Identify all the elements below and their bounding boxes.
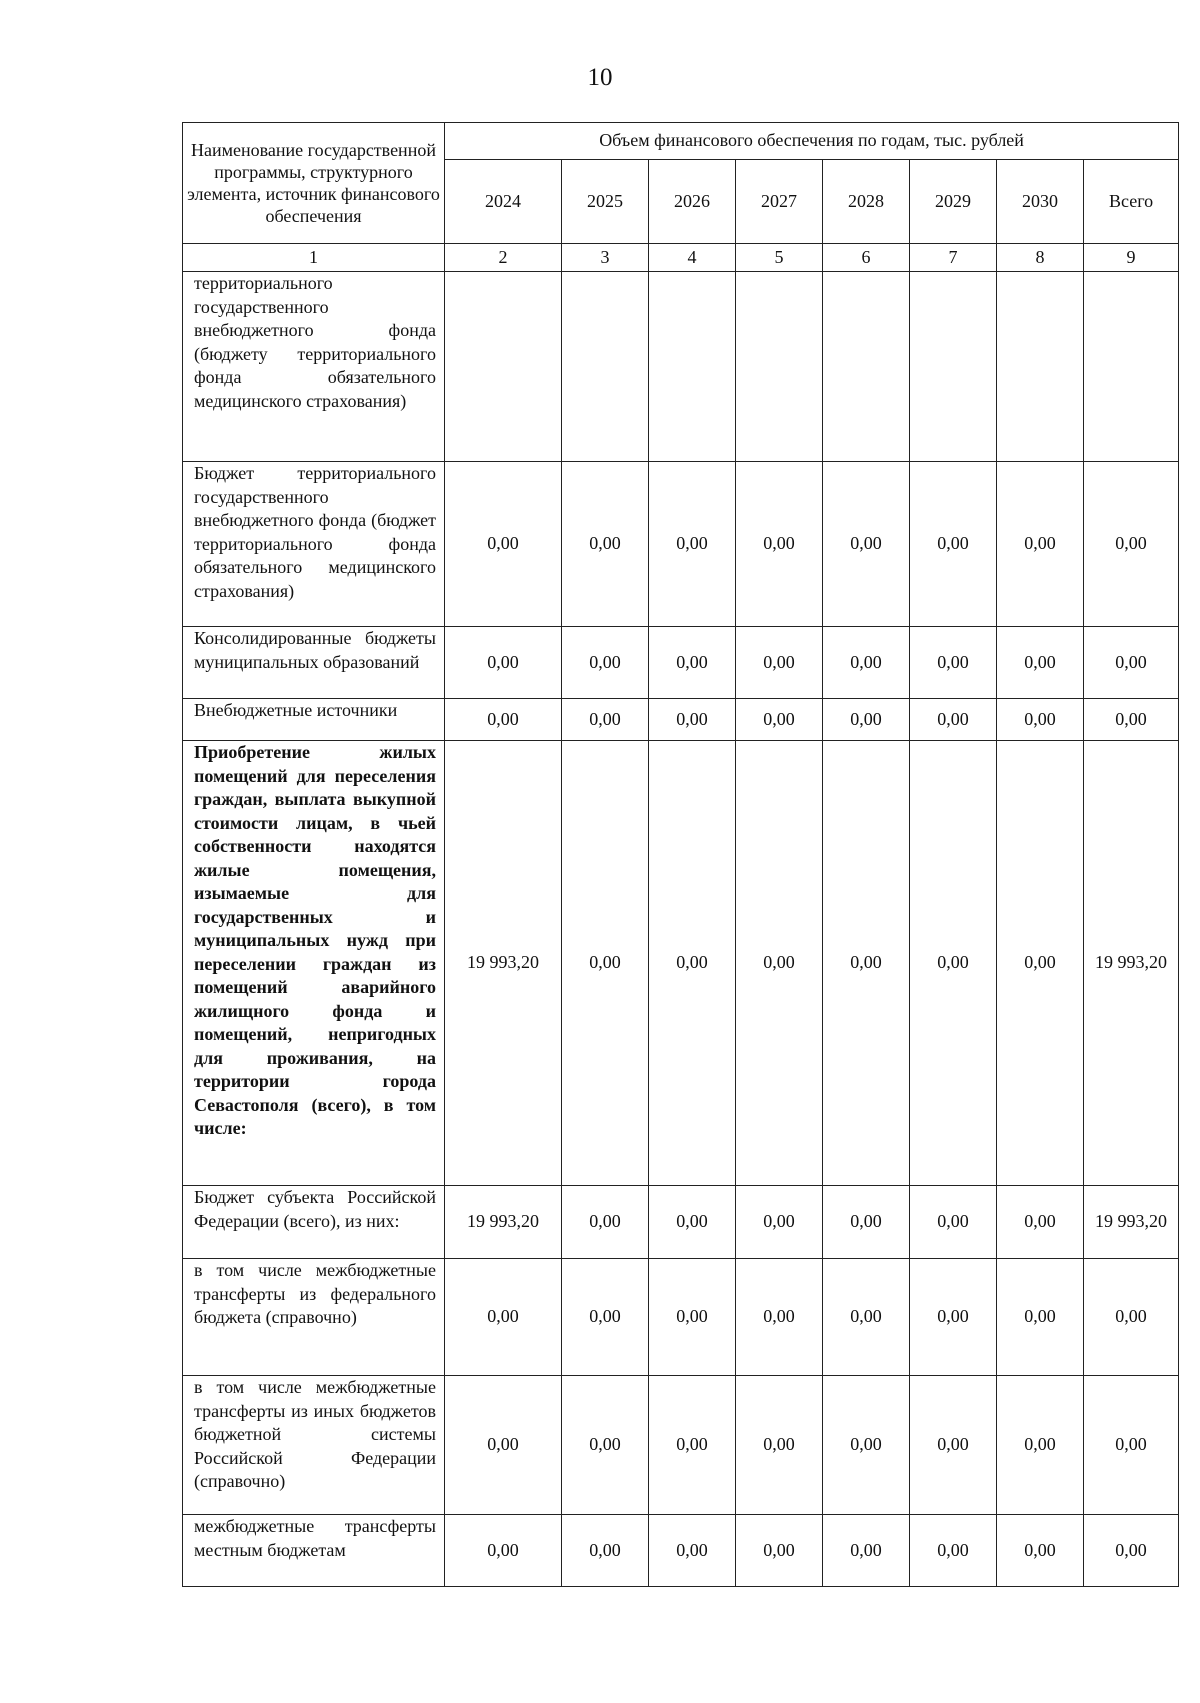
- value-cell: 0,00: [910, 741, 997, 1186]
- table-row: [183, 627, 1179, 699]
- row-label: Приобретение жилых помещений для переселения граждан, выплата выкупной стоимости лицам, в чьей собственности находятся жилые помещения, изымаемые для государственных и муниципальных нужд при переселении граждан из помещений аварийного жилищного фонда и помещений, непригодных для проживания, на территории города Севастополя (всего), в том числе:: [183, 741, 445, 1186]
- value-cell: [997, 272, 1084, 462]
- table-row: [183, 272, 1179, 462]
- column-number: 6: [823, 244, 910, 272]
- row-label: в том числе межбюджетные трансферты из федерального бюджета (справочно): [183, 1259, 445, 1376]
- value-cell: 0,00: [445, 699, 562, 741]
- value-cell: 0,00: [445, 462, 562, 627]
- total-cell: [1084, 1186, 1179, 1259]
- value-cell: 0,00: [736, 699, 823, 741]
- column-number: 2: [445, 244, 562, 272]
- header-year: 2026: [649, 160, 736, 244]
- total-cell: [1084, 272, 1179, 462]
- header-year: 2024: [445, 160, 562, 244]
- value-cell: 0,00: [823, 1259, 910, 1376]
- value-cell: 0,00: [736, 1259, 823, 1376]
- value-cell: 0,00: [910, 462, 997, 627]
- value-cell: 0,00: [997, 627, 1084, 699]
- total-value: 0,00: [1115, 1434, 1147, 1455]
- value-cell: 0,00: [823, 741, 910, 1186]
- total-cell: [1084, 699, 1179, 741]
- value-cell: 0,00: [910, 1186, 997, 1259]
- value-cell: 0,00: [823, 627, 910, 699]
- value-cell: 0,00: [736, 1186, 823, 1259]
- header-total: Всего: [1084, 160, 1179, 244]
- value-cell: 0,00: [445, 1515, 562, 1587]
- total-cell: [1084, 741, 1179, 1186]
- table-row: [183, 741, 1179, 1186]
- value-cell: 0,00: [649, 627, 736, 699]
- value-cell: 0,00: [445, 1259, 562, 1376]
- column-number: 1: [183, 244, 445, 272]
- value-cell: [823, 272, 910, 462]
- row-label: Консолидированные бюджеты муниципальных образований: [183, 627, 445, 699]
- header-volume-group: Объем финансового обеспечения по годам, тыс. рублей: [445, 123, 1179, 160]
- value-cell: [910, 272, 997, 462]
- column-number: 9: [1084, 244, 1179, 272]
- column-number: 4: [649, 244, 736, 272]
- value-cell: 0,00: [445, 627, 562, 699]
- value-cell: 0,00: [562, 1515, 649, 1587]
- value-cell: 0,00: [562, 627, 649, 699]
- value-cell: 0,00: [562, 1259, 649, 1376]
- value-cell: [562, 272, 649, 462]
- header-year: 2030: [997, 160, 1084, 244]
- value-cell: 0,00: [562, 462, 649, 627]
- value-cell: 0,00: [823, 1376, 910, 1515]
- total-value: 0,00: [1115, 1539, 1147, 1560]
- column-numbers-row: [183, 244, 1179, 272]
- row-label: Бюджет территориального государственного внебюджетного фонда (бюджет территориального фонда обязательного медицинского страхования): [183, 462, 445, 627]
- value-cell: 0,00: [823, 699, 910, 741]
- table-row: [183, 1515, 1179, 1587]
- value-cell: 0,00: [910, 1376, 997, 1515]
- value-cell: 0,00: [649, 462, 736, 627]
- value-cell: 0,00: [736, 462, 823, 627]
- value-cell: 0,00: [649, 1376, 736, 1515]
- value-cell: 0,00: [445, 1376, 562, 1515]
- financing-table: [182, 122, 1179, 1587]
- total-value: 19 993,20: [1095, 1211, 1168, 1232]
- value-cell: 0,00: [997, 1376, 1084, 1515]
- header-name-column: Наименование государственной программы, структурного элемента, источник финансового обеспечения: [183, 123, 445, 244]
- value-cell: 0,00: [823, 462, 910, 627]
- table-row: [183, 1259, 1179, 1376]
- value-cell: 0,00: [649, 1186, 736, 1259]
- value-cell: 19 993,20: [445, 741, 562, 1186]
- value-cell: 0,00: [997, 1186, 1084, 1259]
- value-cell: 0,00: [562, 741, 649, 1186]
- total-value: 0,00: [1115, 533, 1147, 554]
- value-cell: 0,00: [649, 699, 736, 741]
- total-cell: [1084, 627, 1179, 699]
- value-cell: 0,00: [562, 1186, 649, 1259]
- total-value: 19 993,20: [1095, 952, 1168, 973]
- value-cell: 0,00: [823, 1186, 910, 1259]
- value-cell: 0,00: [997, 741, 1084, 1186]
- total-value: 0,00: [1115, 708, 1147, 729]
- column-number: 5: [736, 244, 823, 272]
- value-cell: 19 993,20: [445, 1186, 562, 1259]
- header-year: 2029: [910, 160, 997, 244]
- row-label: территориального государственного внебюджетного фонда (бюджету территориального фонда обязательного медицинского страхования): [183, 272, 445, 462]
- value-cell: 0,00: [997, 699, 1084, 741]
- column-number: 7: [910, 244, 997, 272]
- header-year: 2025: [562, 160, 649, 244]
- value-cell: 0,00: [736, 1515, 823, 1587]
- row-label: в том числе межбюджетные трансферты из иных бюджетов бюджетной системы Российской Федерации (справочно): [183, 1376, 445, 1515]
- header-year: 2028: [823, 160, 910, 244]
- value-cell: 0,00: [910, 1515, 997, 1587]
- value-cell: 0,00: [997, 1515, 1084, 1587]
- value-cell: 0,00: [649, 741, 736, 1186]
- value-cell: 0,00: [562, 1376, 649, 1515]
- value-cell: 0,00: [649, 1259, 736, 1376]
- value-cell: 0,00: [910, 627, 997, 699]
- value-cell: 0,00: [910, 1259, 997, 1376]
- value-cell: 0,00: [823, 1515, 910, 1587]
- value-cell: 0,00: [562, 699, 649, 741]
- column-number: 8: [997, 244, 1084, 272]
- value-cell: 0,00: [910, 699, 997, 741]
- value-cell: [445, 272, 562, 462]
- row-label: Бюджет субъекта Российской Федерации (всего), из них:: [183, 1186, 445, 1259]
- table-row: [183, 699, 1179, 741]
- total-value: 0,00: [1115, 1306, 1147, 1327]
- value-cell: 0,00: [649, 1515, 736, 1587]
- total-cell: [1084, 1376, 1179, 1515]
- row-label: Внебюджетные источники: [183, 699, 445, 741]
- value-cell: 0,00: [997, 462, 1084, 627]
- total-cell: [1084, 1259, 1179, 1376]
- value-cell: 0,00: [997, 1259, 1084, 1376]
- total-value: 0,00: [1115, 651, 1147, 672]
- row-label: межбюджетные трансферты местным бюджетам: [183, 1515, 445, 1587]
- total-cell: [1084, 462, 1179, 627]
- value-cell: 0,00: [736, 627, 823, 699]
- value-cell: 0,00: [736, 741, 823, 1186]
- value-cell: [736, 272, 823, 462]
- table-row: [183, 1376, 1179, 1515]
- total-cell: [1084, 1515, 1179, 1587]
- table-row: [183, 462, 1179, 627]
- table-row: [183, 1186, 1179, 1259]
- page-number: 10: [587, 64, 613, 91]
- value-cell: 0,00: [736, 1376, 823, 1515]
- header-year: 2027: [736, 160, 823, 244]
- column-number: 3: [562, 244, 649, 272]
- value-cell: [649, 272, 736, 462]
